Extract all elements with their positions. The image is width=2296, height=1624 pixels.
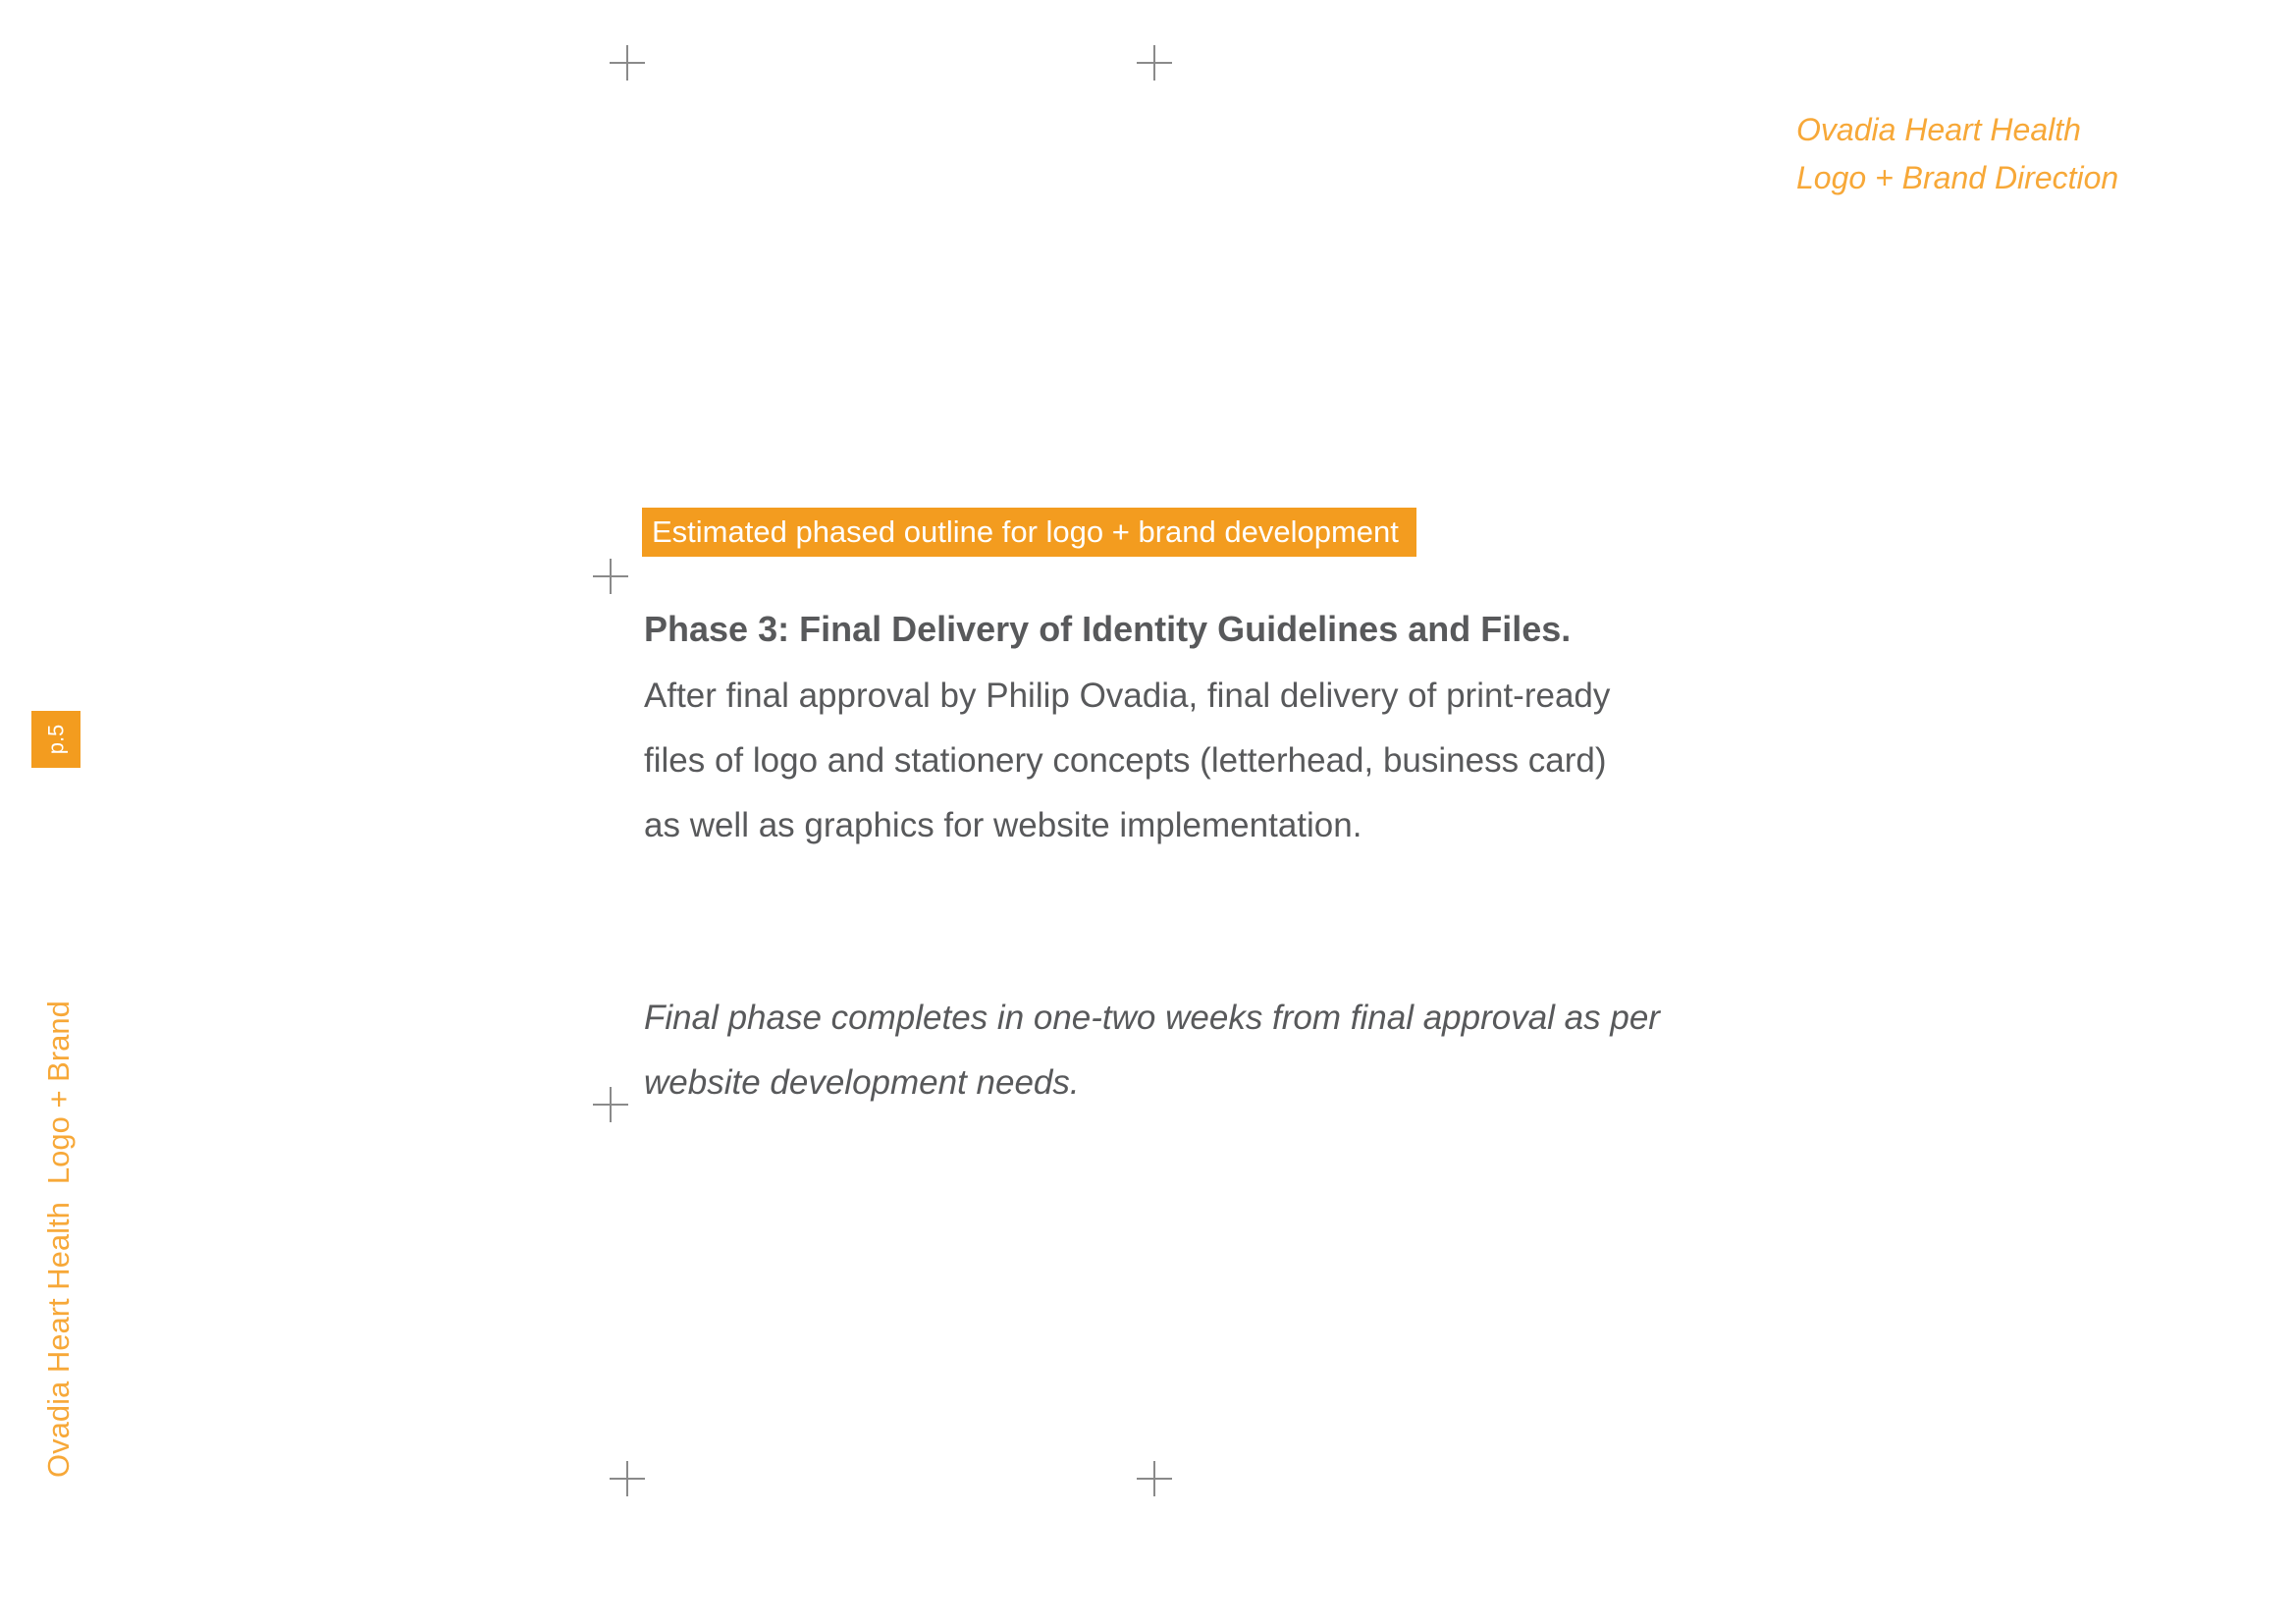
phase-body-line: files of logo and stationery concepts (letterhead, business card) [644, 741, 1607, 780]
phase-note-line: website development needs. [644, 1063, 1080, 1102]
phase-note [644, 986, 1704, 1115]
crop-mark-bottom-right [1137, 1461, 1172, 1496]
crop-mark-mid-lower [593, 1087, 628, 1122]
running-header [1796, 106, 2118, 202]
side-label-part-1: Ovadia Heart Health [41, 1202, 76, 1478]
phase-body [644, 664, 1704, 858]
section-tag: Estimated phased outline for logo + brand development [642, 508, 1416, 557]
crop-mark-top-right [1137, 45, 1172, 81]
crop-mark-bottom-left [610, 1461, 645, 1496]
phase-note-line: Final phase completes in one-two weeks from final approval as per [644, 999, 1660, 1037]
header-line-2: Logo + Brand Direction [1796, 160, 2119, 195]
phase-title: Phase 3: Final Delivery of Identity Guidelines and Files. [644, 609, 1572, 649]
page-number: p.5 [43, 724, 68, 755]
side-label [39, 1001, 79, 1478]
page-number-badge [31, 711, 80, 768]
side-label-part-2: Logo + Brand [41, 1001, 76, 1185]
crop-mark-top-left [610, 45, 645, 81]
crop-mark-mid-upper [593, 559, 628, 594]
header-line-1: Ovadia Heart Health [1796, 112, 2081, 147]
phase-body-line: After final approval by Philip Ovadia, final delivery of print-ready [644, 677, 1611, 715]
phase-body-line: as well as graphics for website implementation. [644, 806, 1362, 844]
